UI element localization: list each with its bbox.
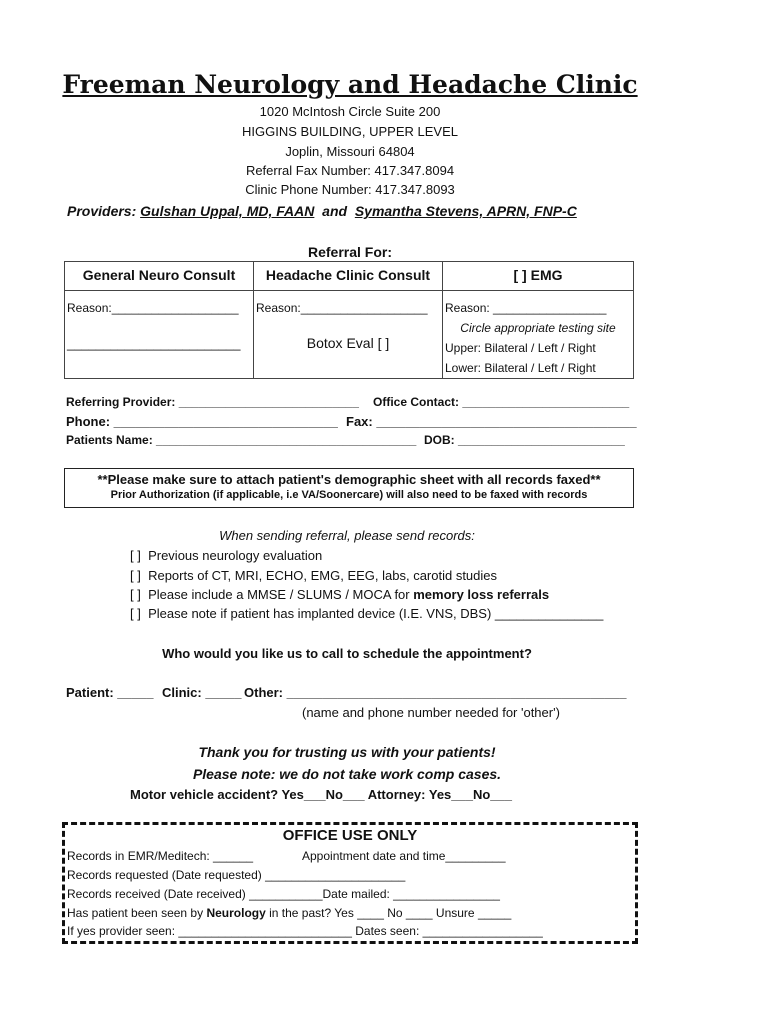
office-provider-seen[interactable]: If yes provider seen: __________________________ Dates seen: __________________ [67,924,543,938]
records-intro: When sending referral, please send records: [219,528,475,543]
checkbox-2[interactable]: [ ] [130,568,141,583]
schedule-clinic[interactable]: Clinic: _____ [162,685,242,700]
checkbox-1[interactable]: [ ] [130,548,141,563]
office-use-box [62,822,638,944]
records-item-2[interactable] [130,568,497,583]
provider-1: Gulshan Uppal, MD, FAAN [140,203,315,219]
emg-lower[interactable]: Lower: Bilateral / Left / Right [445,361,596,375]
referral-for-heading: Referral For: [307,244,393,260]
notice-line-2: Prior Authorization (if applicable, i.e VA/Soonercare) will also need to be faxed with records [110,489,588,501]
office-records-emr[interactable]: Records in EMR/Meditech: ______ [67,849,254,863]
checkbox-3[interactable]: [ ] [130,587,141,602]
phone-field[interactable]: Phone: _______________________________ [66,414,338,429]
office-contact-field[interactable]: Office Contact: _________________________ [373,395,630,409]
providers-line [67,203,577,219]
office-use-title: OFFICE USE ONLY [282,827,418,844]
attachment-notice [64,468,634,508]
general-neuro-cell[interactable] [65,291,254,379]
schedule-patient[interactable]: Patient: _____ [66,685,154,700]
emg-circle-note: Circle appropriate testing site [460,321,616,335]
referral-table [64,261,634,379]
records-item-3-bold: memory loss referrals [413,587,550,602]
office-seen-post: in the past? Yes ____ No ____ Unsure _____ [265,906,512,920]
office-appointment-date[interactable]: Appointment date and time_________ [302,849,506,863]
emg-reason[interactable]: Reason: _________________ [445,301,607,315]
clinic-phone: Clinic Phone Number: 417.347.8093 [245,182,455,197]
address-line-2: HIGGINS BUILDING, UPPER LEVEL [241,124,458,139]
records-item-2-label: Reports of CT, MRI, ECHO, EMG, EEG, labs, carotid studies [148,568,498,583]
general-neuro-blank[interactable]: ________________________ [67,336,241,351]
referral-fax: Referral Fax Number: 417.347.8094 [245,163,455,178]
emg-upper[interactable]: Upper: Bilateral / Left / Right [445,341,596,355]
provider-2: Symantha Stevens, APRN, FNP-C [354,203,577,219]
office-seen-pre: Has patient been seen by [67,906,207,920]
records-item-3-label: Please include a MMSE / SLUMS / MOCA for [148,587,414,602]
schedule-question: Who would you like us to call to schedule the appointment? [162,646,532,661]
schedule-other-note: (name and phone number needed for 'other') [302,705,560,720]
dob-field[interactable]: DOB: _________________________ [424,433,625,447]
records-item-1-label: Previous neurology evaluation [148,548,323,563]
office-records-received[interactable]: Records received (Date received) ___________Date mailed: ________________ [67,887,500,901]
schedule-other[interactable]: Other: _______________________________________________ [244,685,627,700]
address-line-3: Joplin, Missouri 64804 [285,144,415,159]
records-item-4[interactable] [130,606,603,621]
providers-label: Providers: [67,203,137,219]
clinic-title: Freeman Neurology and Headache Clinic [62,70,638,99]
checkbox-4[interactable]: [ ] [130,606,141,621]
general-neuro-header[interactable]: General Neuro Consult [65,262,254,291]
headache-clinic-header[interactable]: Headache Clinic Consult [254,262,443,291]
notice-line-1: **Please make sure to attach patient's demographic sheet with all records faxed** [97,472,601,487]
referring-provider-field[interactable]: Referring Provider: ___________________________ [66,395,359,409]
records-item-1[interactable] [130,548,322,563]
office-seen-bold: Neurology [206,906,266,920]
office-records-requested[interactable]: Records requested (Date requested) _____________________ [67,868,406,882]
office-seen-neurology[interactable] [67,906,511,920]
emg-cell[interactable] [443,291,634,379]
patient-name-field[interactable]: Patients Name: _______________________________________ [66,433,417,447]
providers-and: and [322,203,348,219]
work-comp-note: Please note: we do not take work comp cases. [192,766,502,782]
address-line-1: 1020 McIntosh Circle Suite 200 [259,104,441,119]
fax-field[interactable]: Fax: ____________________________________ [346,414,637,429]
thank-you: Thank you for trusting us with your patients! [198,744,496,760]
records-item-3[interactable] [130,587,549,602]
botox-eval[interactable]: Botox Eval [ ] [306,335,390,351]
emg-header[interactable]: [ ] EMG [443,262,634,291]
general-neuro-reason[interactable]: Reason:___________________ [67,301,239,315]
headache-reason[interactable]: Reason:___________________ [256,301,428,315]
records-item-4-label: Please note if patient has implanted device (I.E. VNS, DBS) _______________ [148,606,604,621]
headache-clinic-cell[interactable] [254,291,443,379]
motor-vehicle-question[interactable]: Motor vehicle accident? Yes___No___ Attorney: Yes___No___ [130,787,512,802]
